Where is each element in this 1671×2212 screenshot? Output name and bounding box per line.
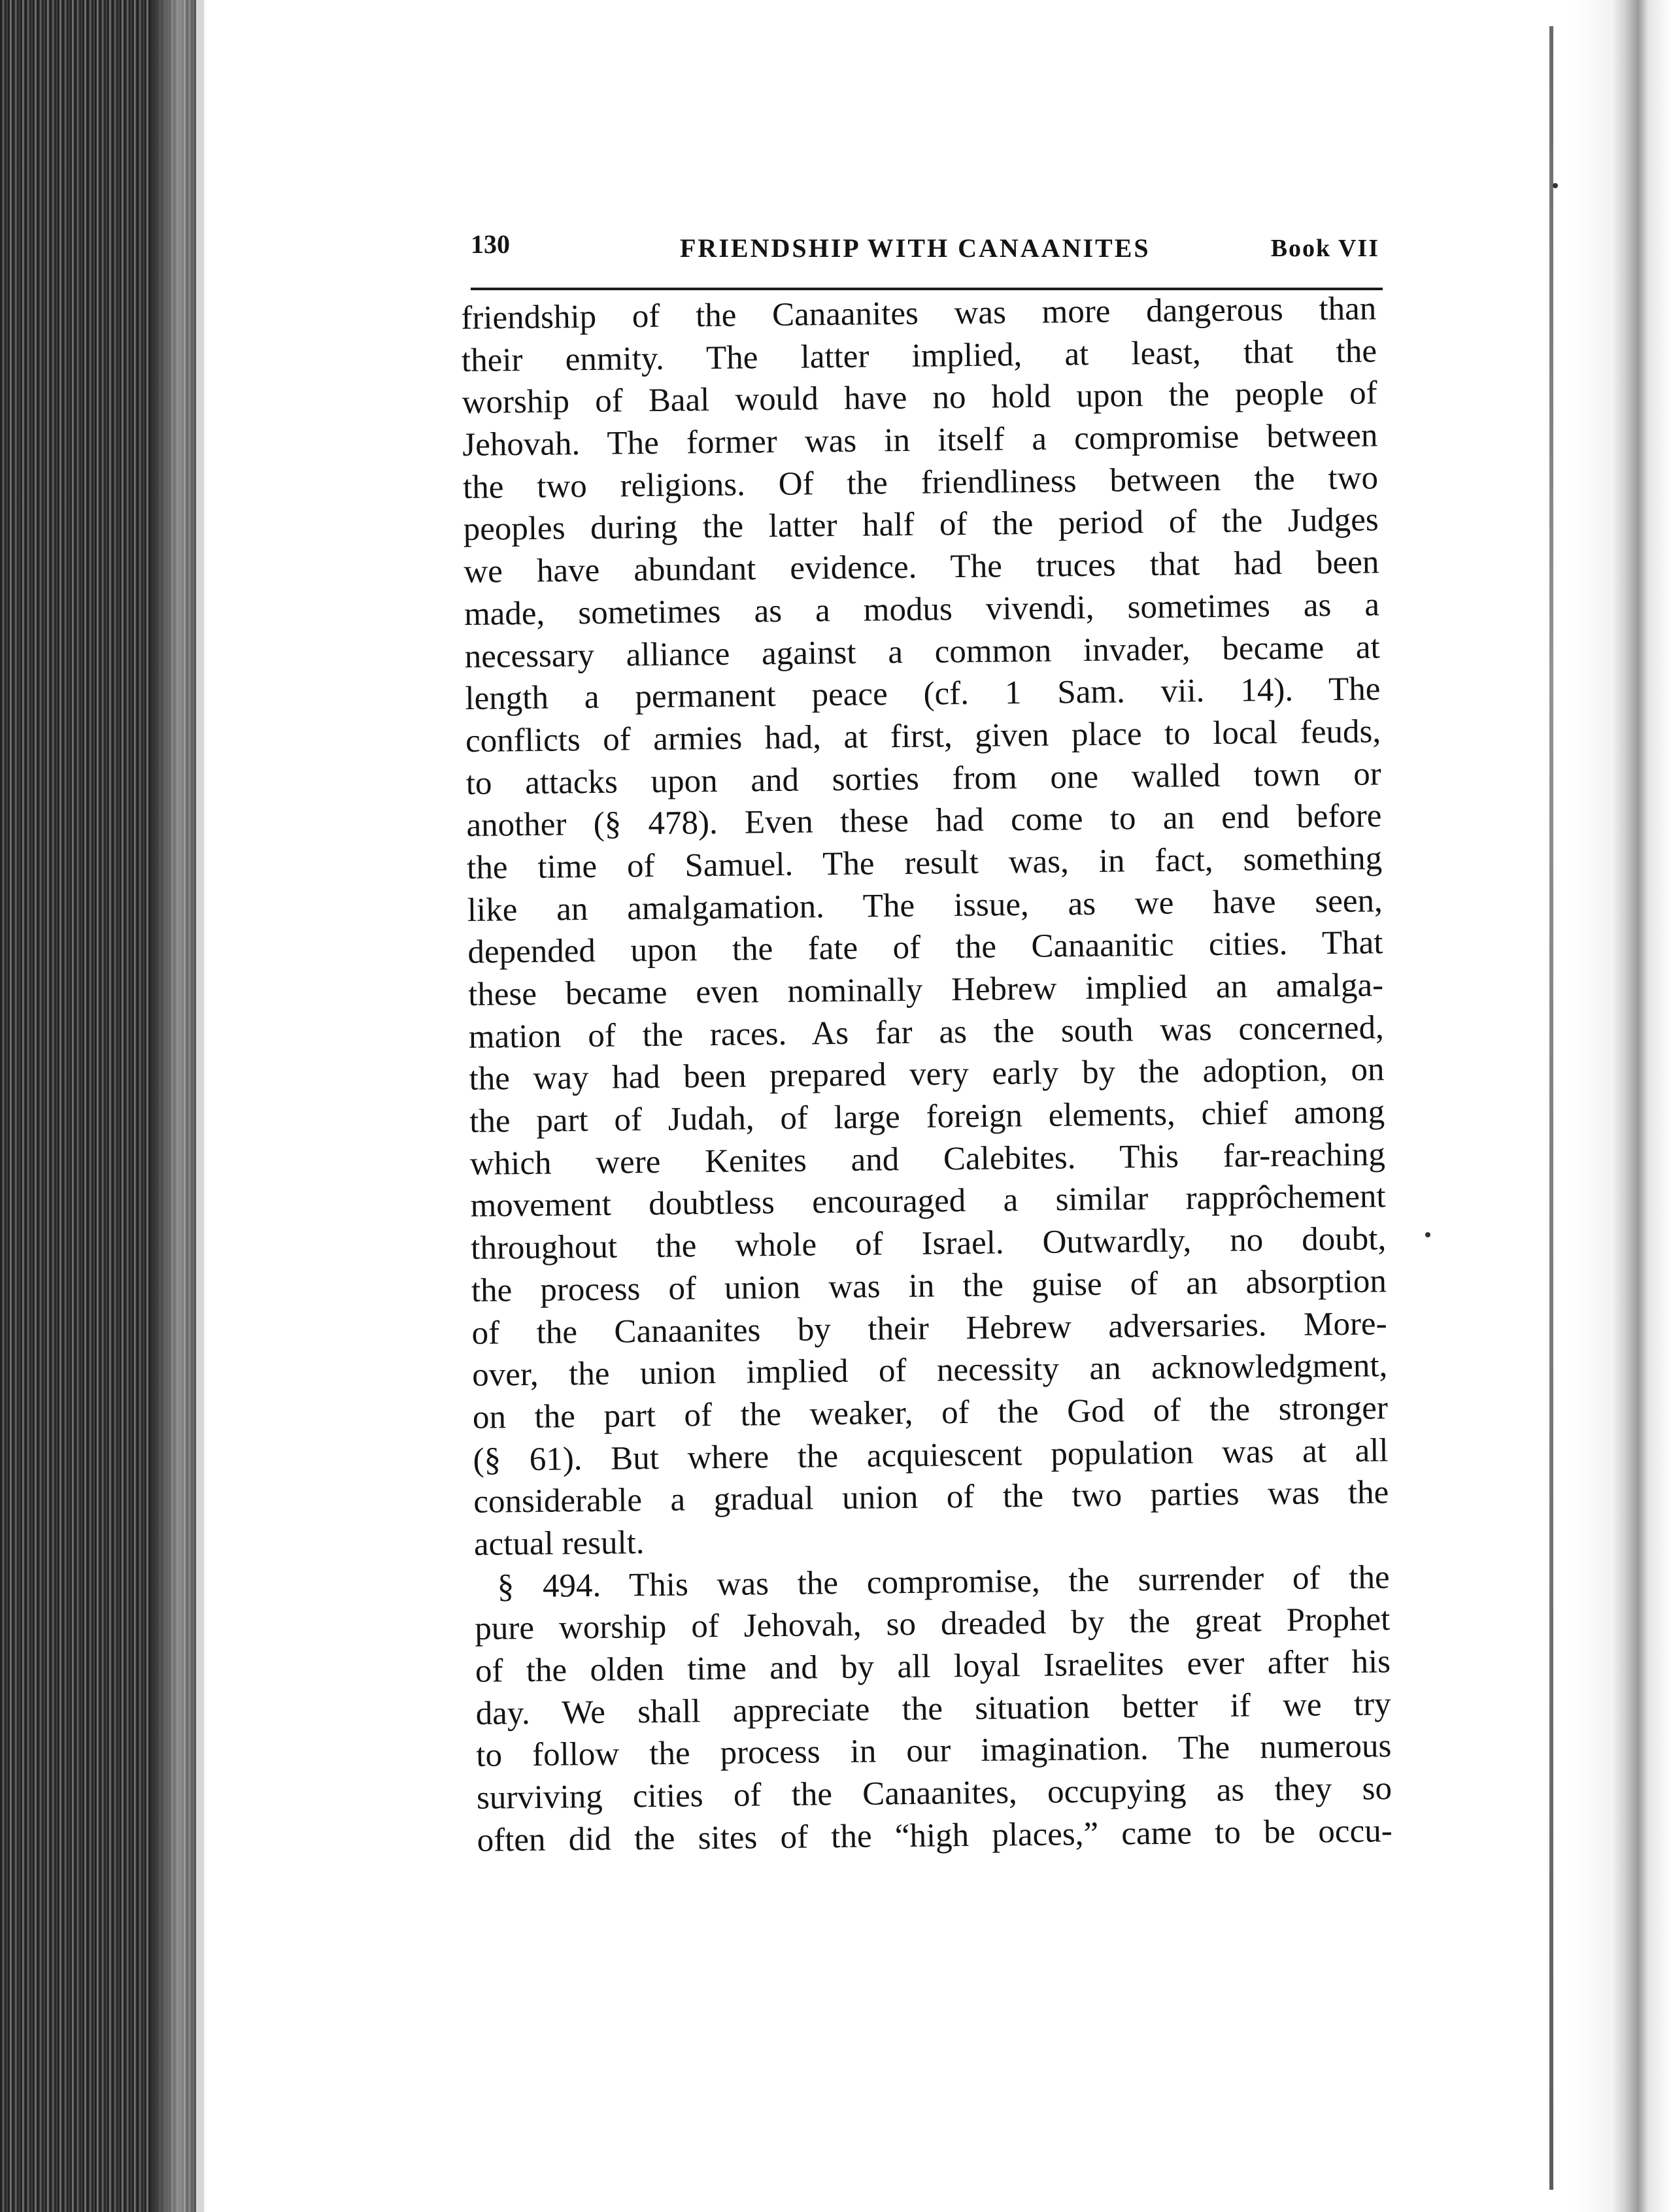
text-line: to attacks upon and sorties from one walled town or bbox=[465, 755, 1382, 802]
scan-speck bbox=[1553, 183, 1558, 188]
text-line: of the olden time and by all loyal Israelites ever after his bbox=[475, 1643, 1391, 1690]
text-line: conflicts of armies had, at first, given place to local feuds, bbox=[465, 713, 1381, 760]
text-line: the two religions. Of the friendliness between the two bbox=[462, 460, 1379, 506]
text-line: these became even nominally Hebrew implied an amalga- bbox=[467, 967, 1384, 1013]
text-line: length a permanent peace (cf. 1 Sam. vii. 14). The bbox=[465, 671, 1381, 718]
text-line: made, sometimes as a modus vivendi, sometimes as a bbox=[464, 586, 1380, 633]
text-line: like an amalgamation. The issue, as we have seen, bbox=[467, 882, 1383, 929]
text-line: worship of Baal would have no hold upon the people of bbox=[462, 375, 1377, 422]
text-line: we have abundant evidence. The truces that had been bbox=[464, 544, 1379, 591]
text-line: the part of Judah, of large foreign elements, chief among bbox=[469, 1094, 1385, 1140]
text-line: depended upon the fate of the Canaanitic cities. That bbox=[467, 924, 1383, 971]
text-line: considerable a gradual union of the two parties was the bbox=[473, 1474, 1389, 1521]
text-line: peoples during the latter half of the period of the Judges bbox=[463, 501, 1379, 548]
text-line: the time of Samuel. The result was, in fact, something bbox=[466, 840, 1383, 886]
page-number: 130 bbox=[471, 229, 510, 259]
text-line: mation of the races. As far as the south was concerned, bbox=[468, 1009, 1385, 1056]
paragraph-end-line: actual result. bbox=[473, 1524, 645, 1563]
text-line: over, the union implied of necessity an acknowledgment, bbox=[471, 1347, 1388, 1394]
text-line: (§ 61). But where the acquiescent population was at all bbox=[473, 1432, 1389, 1479]
text-line: movement doubtless encouraged a similar rapprôchement bbox=[470, 1178, 1386, 1225]
text-line: day. We shall appreciate the situation better if we try bbox=[475, 1685, 1391, 1732]
text-line: often did the sites of the “high places,” came to be occu- bbox=[477, 1812, 1393, 1859]
text-line: of the Canaanites by their Hebrew adversaries. More- bbox=[471, 1305, 1387, 1352]
text-line: Jehovah. The former was in itself a compromise between bbox=[462, 417, 1378, 464]
text-line: friendship of the Canaanites was more dangerous than bbox=[461, 290, 1377, 337]
scan-speck bbox=[1425, 1232, 1430, 1237]
text-line: which were Kenites and Calebites. This far-reaching bbox=[469, 1136, 1386, 1182]
running-title: FRIENDSHIP WITH CANAANITES bbox=[680, 233, 1151, 263]
text-line: necessary alliance against a common invader, became at bbox=[464, 628, 1380, 675]
text-line: surviving cities of the Canaanites, occupying as they so bbox=[476, 1770, 1393, 1817]
text-line: on the part of the weaker, of the God of the stronger bbox=[472, 1390, 1389, 1436]
text-line: to follow the process in our imagination. The numerous bbox=[476, 1728, 1392, 1775]
text-line: their enmity. The latter implied, at least, that the bbox=[461, 333, 1377, 379]
body-text bbox=[461, 288, 1393, 1862]
text-line: the process of union was in the guise of an absorption bbox=[471, 1263, 1387, 1309]
running-head bbox=[464, 229, 1386, 275]
right-edge-shadow bbox=[1549, 26, 1553, 2190]
page-edge bbox=[196, 0, 204, 2212]
book-label: Book VII bbox=[1270, 235, 1379, 262]
text-line: pure worship of Jehovah, so dreaded by the great Prophet bbox=[475, 1601, 1391, 1648]
right-page-edge bbox=[1573, 0, 1671, 2212]
text-line: throughout the whole of Israel. Outwardly, no doubt, bbox=[470, 1220, 1387, 1267]
section-start-line: § 494. This was the compromise, the surrender of the bbox=[497, 1558, 1390, 1605]
text-line: the way had been prepared very early by the adoption, on bbox=[469, 1051, 1385, 1098]
text-line: another (§ 478). Even these had come to an end before bbox=[466, 797, 1382, 845]
